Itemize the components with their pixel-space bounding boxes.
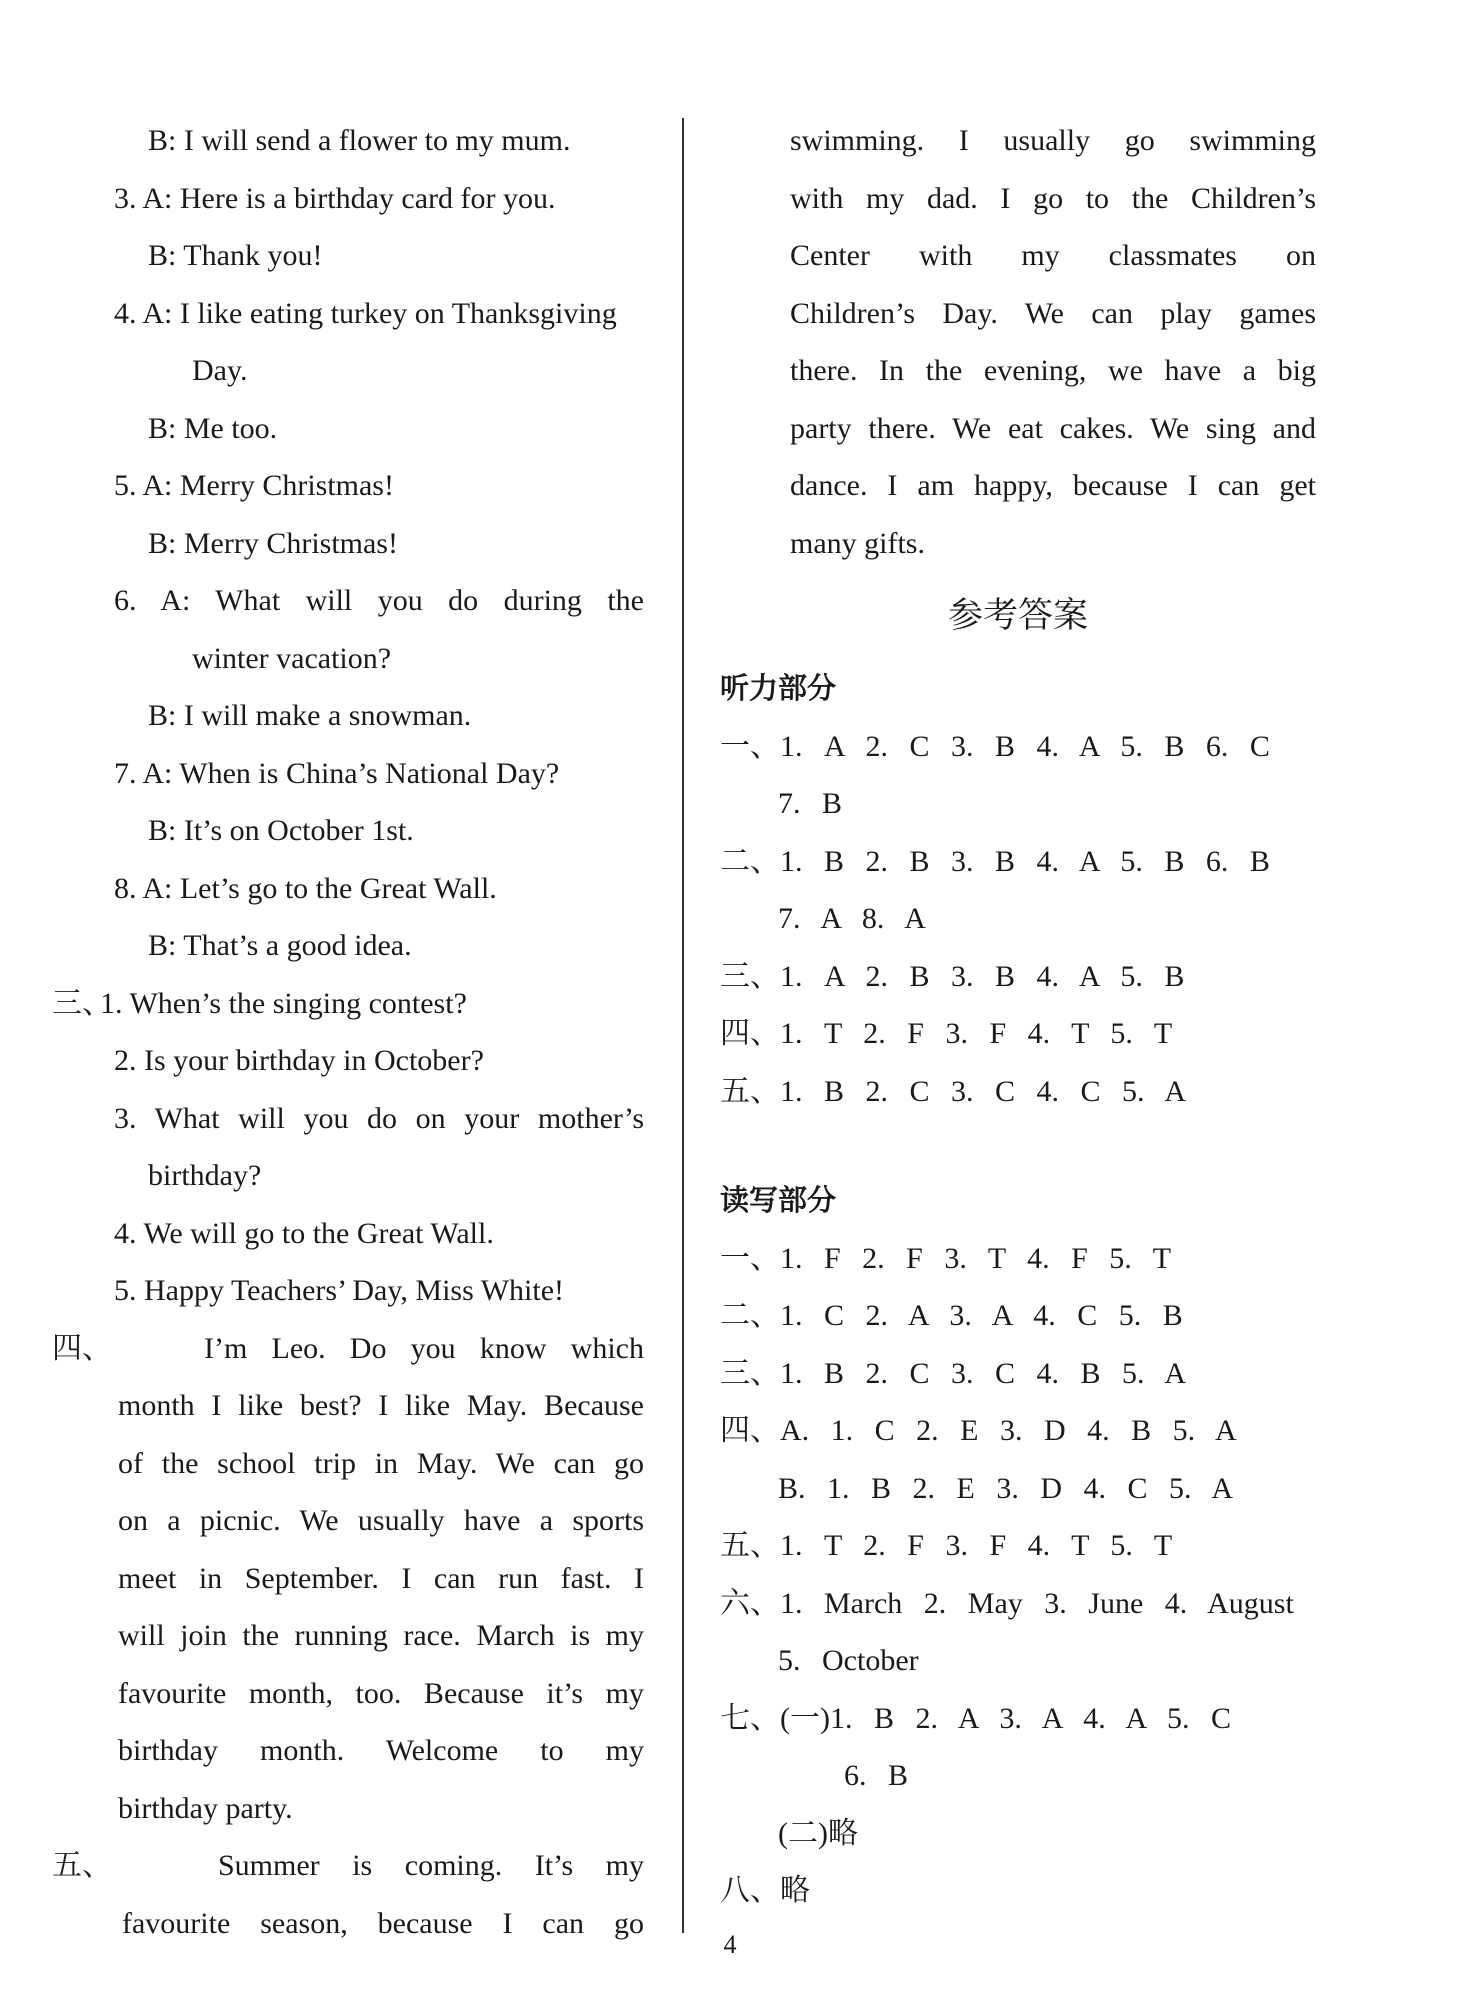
section-marker-si: 四、 [52, 1331, 112, 1365]
answer-line: 三、1. B 2. C 3. C 4. B 5. A [720, 1356, 1187, 1390]
answer-key-title: 参考答案 [947, 596, 1088, 636]
text-line: favourite season, because I can go [122, 1906, 644, 1940]
text-line: 6. A: What will you do during the [114, 584, 644, 617]
text-line: 5. Happy Teachers’ Day, Miss White! [114, 1274, 564, 1307]
answer-line: 二、1. C 2. A 3. A 4. C 5. B [720, 1299, 1183, 1332]
answer-line: B. 1. B 2. E 3. D 4. C 5. A [778, 1471, 1234, 1505]
section-san-line [52, 975, 644, 1033]
answer-line: 三、1. A 2. B 3. B 4. A 5. B [720, 959, 1185, 993]
section-gap [720, 1120, 1316, 1172]
text-line: 2. Is your birthday in October? [114, 1044, 484, 1077]
text-line: Children’s Day. We can play games [790, 296, 1316, 330]
text-line: meet in September. I can run fast. I [118, 1561, 644, 1595]
text-line: 5. A: Merry Christmas! [114, 469, 394, 502]
answer-line: 五、1. B 2. C 3. C 4. C 5. A [720, 1074, 1187, 1108]
text-line: on a picnic. We usually have a sports [118, 1504, 644, 1537]
text-line: many gifts. [790, 526, 925, 560]
column-divider [682, 118, 684, 1933]
reading-writing-heading: 读写部分 [720, 1183, 837, 1217]
listening-heading: 听力部分 [720, 671, 837, 705]
section-si-line [52, 1320, 644, 1378]
text-line: B: I will send a flower to my mum. [148, 124, 571, 157]
answer-line: 一、1. A 2. C 3. B 4. A 5. B 6. C [720, 729, 1270, 763]
text-line: of the school trip in May. We can go [118, 1446, 644, 1480]
answer-line: 七、(一)1. B 2. A 3. A 4. A 5. C [720, 1701, 1232, 1735]
answer-line: 五、1. T 2. F 3. F 4. T 5. T [720, 1529, 1173, 1562]
text-line: birthday month. Welcome to my [118, 1734, 644, 1767]
text-line: B: Thank you! [148, 239, 323, 272]
text-line: month I like best? I like May. Because [118, 1389, 644, 1422]
text-line: 3. What will you do on your mother’s [114, 1101, 644, 1135]
text-line: Day. [192, 354, 248, 387]
section-wu-line [52, 1837, 644, 1895]
text-line: B: I will make a snowman. [148, 699, 472, 732]
text-line: 3. A: Here is a birthday card for you. [114, 181, 556, 215]
answer-line: (二)略 [778, 1816, 858, 1850]
answer-line: 八、略 [720, 1874, 810, 1907]
answer-line: 六、1. March 2. May 3. June 4. August [720, 1586, 1294, 1620]
text-line: birthday? [148, 1159, 262, 1192]
text-line: with my dad. I go to the Children’s [790, 181, 1316, 215]
right-column [720, 112, 1316, 1920]
text-line: B: Merry Christmas! [148, 526, 398, 560]
text-line: birthday party. [118, 1791, 293, 1825]
text-line: there. In the evening, we have a big [790, 354, 1316, 387]
answer-line: 7. B [778, 787, 843, 820]
text-line: B: It’s on October 1st. [148, 814, 414, 847]
text-line: favourite month, too. Because it’s my [118, 1676, 644, 1710]
answer-line: 四、1. T 2. F 3. F 4. T 5. T [720, 1017, 1173, 1050]
text-line: Center with my classmates on [790, 239, 1316, 272]
answer-line: 二、1. B 2. B 3. B 4. A 5. B 6. B [720, 844, 1270, 878]
text-line: will join the running race. March is my [118, 1619, 644, 1652]
text-line: B: That’s a good idea. [148, 929, 412, 962]
text-line: dance. I am happy, because I can get [790, 469, 1316, 502]
text-line: swimming. I usually go swimming [790, 124, 1316, 157]
text-line: party there. We eat cakes. We sing and [790, 411, 1316, 445]
section-marker-wu: 五、 [52, 1849, 112, 1882]
answer-line: 6. B [844, 1759, 909, 1792]
left-column [52, 112, 644, 1952]
text-line: 4. We will go to the Great Wall. [114, 1216, 494, 1250]
text-line: B: Me too. [148, 411, 278, 445]
text-line: winter vacation? [192, 641, 392, 675]
answer-line: 7. A 8. A [778, 902, 926, 935]
answer-line: 四、A. 1. C 2. E 3. D 4. B 5. A [720, 1414, 1237, 1447]
page-number: 4 [723, 1930, 737, 1959]
answer-line: 5. October [778, 1644, 919, 1677]
text-line: 8. A: Let’s go to the Great Wall. [114, 871, 497, 905]
text-line: 7. A: When is China’s National Day? [114, 756, 560, 790]
text-line: Summer is coming. It’s my [218, 1849, 644, 1882]
section-marker-san: 三、 [52, 986, 112, 1020]
text-line: I’m Leo. Do you know which [204, 1331, 644, 1365]
text-line: 4. A: I like eating turkey on Thanksgiving [114, 296, 617, 330]
text-line: 1. When’s the singing contest? [100, 986, 467, 1020]
answer-line: 一、1. F 2. F 3. T 4. F 5. T [720, 1241, 1172, 1275]
